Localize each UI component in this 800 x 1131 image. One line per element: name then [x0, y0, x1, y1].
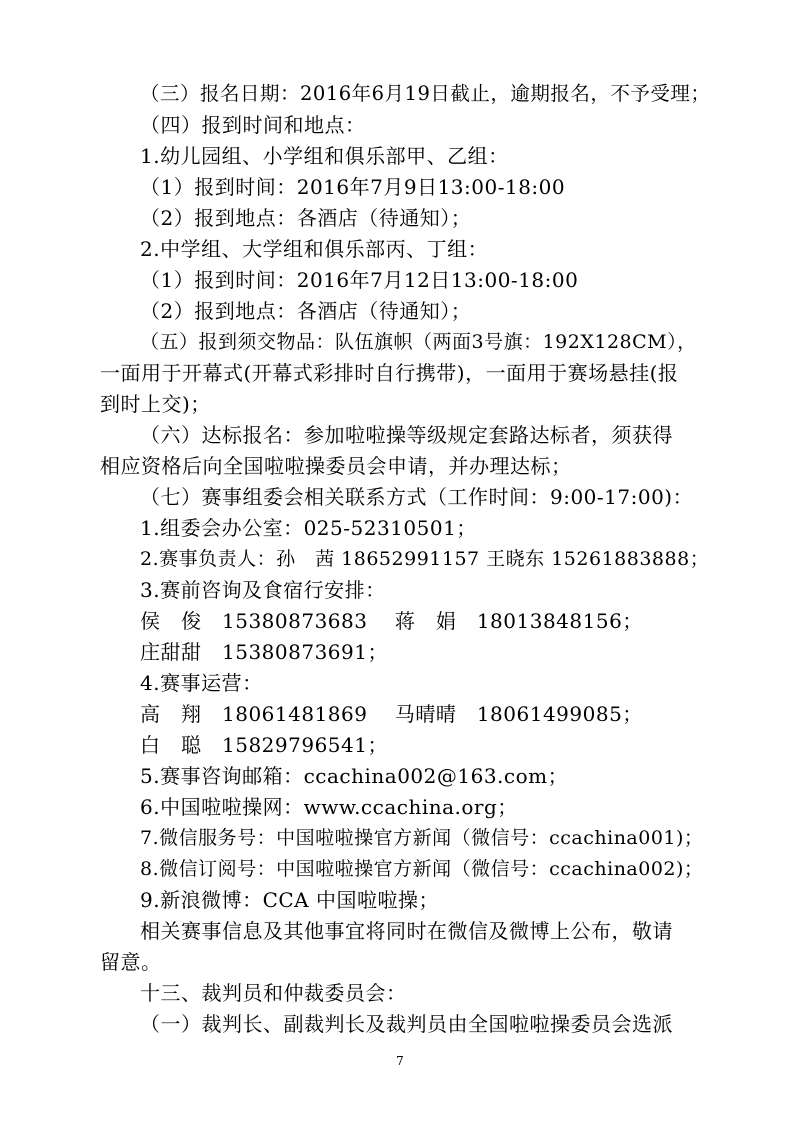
text-line: （2）报到地点：各酒店（待通知）；	[140, 299, 472, 323]
text-line: 到时上交)；	[100, 392, 211, 416]
text-line: 2.中学组、大学组和俱乐部丙、丁组：	[140, 237, 489, 261]
text-line: 白 聪 15829796541；	[140, 733, 388, 757]
text-line: 2.赛事负责人：孙 茜 18652991157 王晓东 15261883888；	[140, 548, 710, 570]
text-line: 4.赛事运营：	[140, 671, 263, 695]
text-line: （2）报到地点：各酒店（待通知）；	[140, 206, 472, 230]
text-line: 9.新浪微博：CCA 中国啦啦操；	[140, 888, 439, 912]
text-line: 留意。	[100, 950, 162, 974]
text-line: 侯 俊 15380873683 蒋 娟 18013848156；	[140, 609, 643, 633]
text-line: 相关赛事信息及其他事宜将同时在微信及微博上公布，敬请	[140, 919, 673, 943]
text-line: 7.微信服务号：中国啦啦操官方新闻（微信号：ccachina001)；	[140, 827, 704, 849]
text-line: 3.赛前咨询及食宿行安排：	[140, 578, 386, 602]
text-line: （1）报到时间：2016年7月9日13:00-18:00	[140, 175, 566, 199]
text-line: （四）报到时间和地点：	[140, 113, 366, 137]
text-line: （六）达标报名：参加啦啦操等级规定套路达标者，须获得	[140, 423, 673, 447]
text-line: 相应资格后向全国啦啦操委员会申请，并办理达标；	[100, 454, 572, 478]
text-line: 高 翔 18061481869 马晴晴 18061499085；	[140, 702, 643, 726]
text-line: 6.中国啦啦操网：www.ccachina.org；	[140, 795, 518, 819]
page-number: 7	[396, 1054, 404, 1068]
text-line: （五）报到须交物品：队伍旗帜（两面3号旗：192X128CM），	[140, 331, 697, 353]
text-line: （三）报名日期：2016年6月19日截止，逾期报名，不予受理；	[140, 82, 711, 105]
text-line: 5.赛事咨询邮箱：ccachina002@163.com；	[140, 764, 569, 788]
text-line: 庄甜甜 15380873691；	[140, 640, 388, 664]
text-line: 1.幼儿园组、小学组和俱乐部甲、乙组：	[140, 144, 509, 168]
text-line: （一）裁判长、副裁判长及裁判员由全国啦啦操委员会选派	[140, 1012, 673, 1036]
text-line: 1.组委会办公室：025-52310501；	[140, 516, 477, 540]
text-line: （七）赛事组委会相关联系方式（工作时间：9:00-17:00)：	[140, 485, 694, 509]
section-heading: 十三、裁判员和仲裁委员会：	[140, 981, 407, 1005]
text-line: 一面用于开幕式(开幕式彩排时自行携带)，一面用于赛场悬挂(报	[100, 361, 679, 385]
text-line: 8.微信订阅号：中国啦啦操官方新闻（微信号：ccachina002)；	[140, 858, 704, 880]
text-line: （1）报到时间：2016年7月12日13:00-18:00	[140, 268, 579, 292]
